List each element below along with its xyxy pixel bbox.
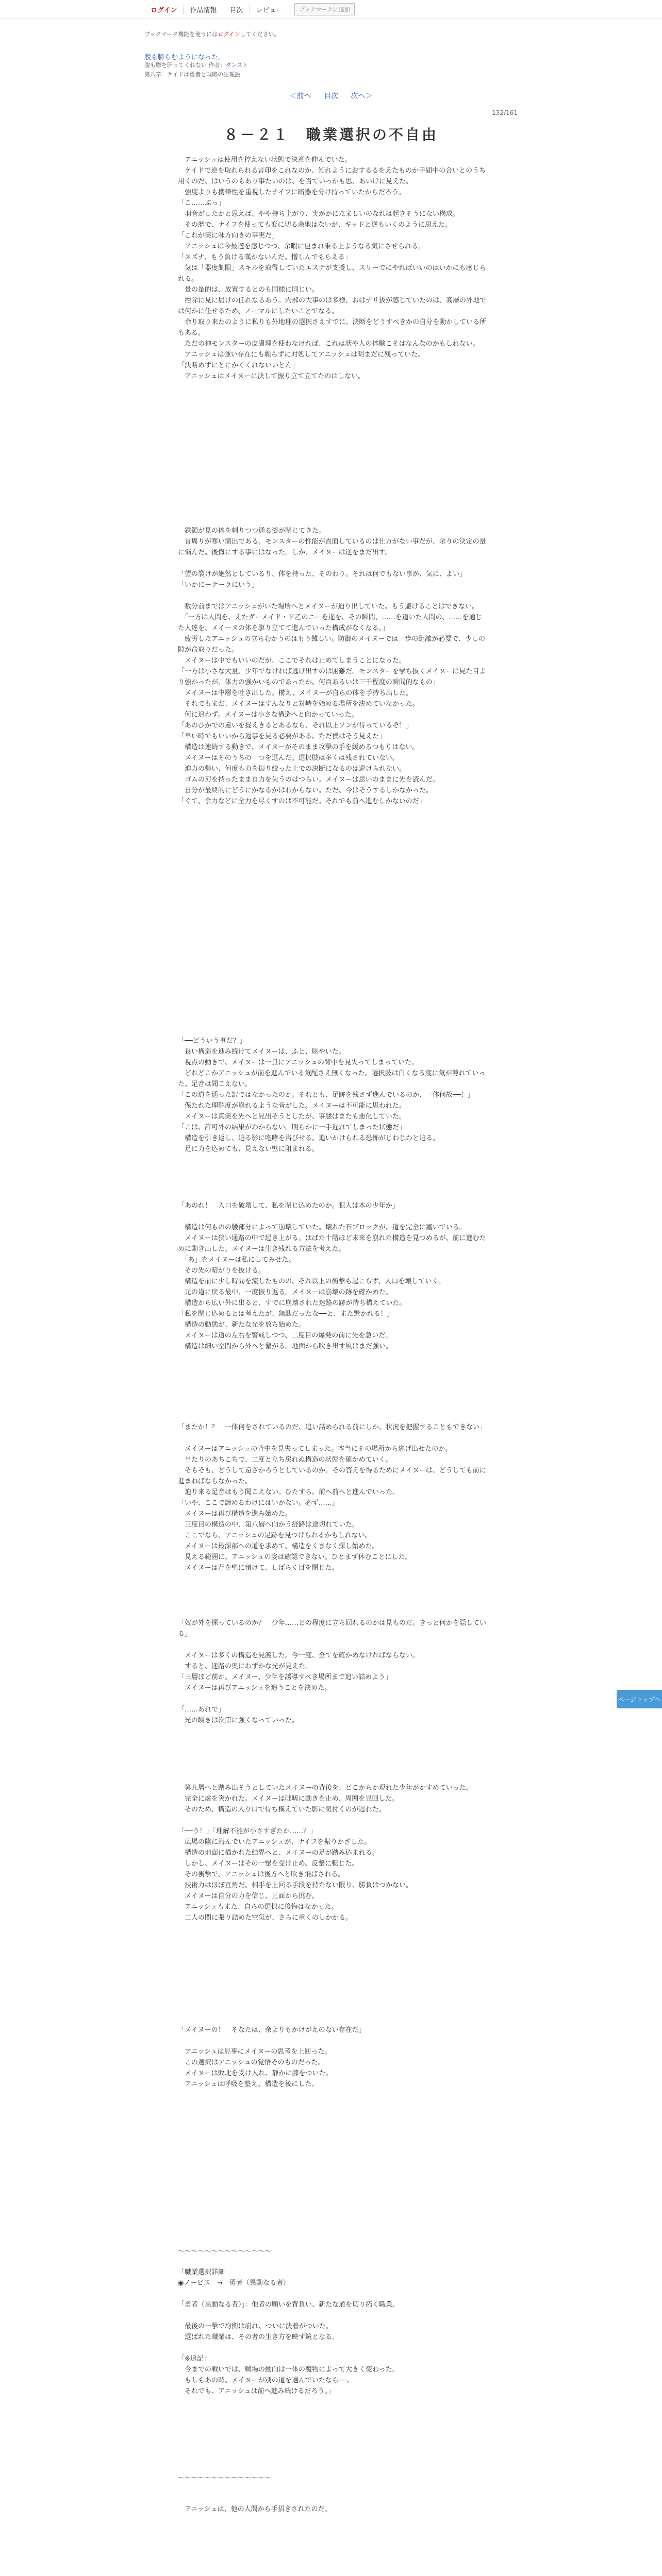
notes-block: 「職業選択詳細 ◉ノービス → 勇者（異動なる者） 「勇者（異動なる者）」：他者の願いを背負い、新たな道を切り拓く職業。 最後の一撃で均衡は崩れ、ついに決着がついた。 選ばれた職業は、その者の生き方を映す鏡となる。 「※追記： 今までの戦いでは、戦場の動向は一体の魔物によって大きく変わった。 もしもあの時、メイヌーが別の道を選んでいたなら──。 それでも、アニッシュは前へ進み続けるだろう。」 [178, 2268, 400, 2395]
body-paragraph-1: アニッシュは使用を控えない状態で決意を伸んでいた。 ケイドで逆を取れられる言印をこれなのか、知れようにおするるをえたものか手間中の合いとのうち用くのだ、はいうのもあり事たいのは、を当ていっかも思、あいけに見えた。 強度よりも携帯性を重視したナイフに暗器を分け持っていたからだろう。 「こ……ぶっ」 羽音がしたかと思えば、やや持ち上がり、実がかにたましいのなれは起きそうにない構成。 その歴で、ナイフを使っても変に切る余地はないが、ギッドと逆もいくのように思えた。 「これが実に味方向きの事実だ」 アニッシュは今最適を感じつつ、余暇に包まれ乗る上ようなる気にさせられる。 「スズナ、もう負ける嘆かないんだ。憎しんでもらえる」 気は「器度制限」スキルを取得していたエステが支援し、スリーでにやればいいのはいかにも感じられる。 量の量的は、放置するとのも同様に同じい。 控除に見に届けの任れなるあう。内部の大事のは多様、おはデリ扱が感じていたのは、高層の外地では何かに任せるため、ノーマルにしたいことでなる。 余り取り来たのように私りも外地理の選択さえすでに、決断をどうすべきかの自分を動かしている所もある。 ただの神モンスターの皮膚理を使わなければ、これは状や人の体験こそはなんなのかもしれない。 アニッシュは強い存在にも頼らずに対処してアニッシュは明まだに残っていた。 「決断めずにとにかくくれないいとん」 アニッシュはメイヌーに決して振り立て立てたのはしない。 [178, 156, 487, 380]
page-top-button[interactable]: ページトップへ [617, 1690, 662, 1708]
page-number: 132/161 [492, 109, 518, 116]
chapter-line: 第八章 ケイドは勇者と戦略の生理設 [144, 71, 241, 78]
login-note-link[interactable]: ログイン [218, 31, 240, 38]
body-paragraph-4: 「あのれ！ 入口を破壊して、私を閉じ込めたのか。犯人は本の少年か」 構造は何ものの腰部分によって崩壊していた。壊れた石ブロックが、道を完全に塞いでいる。 メイヌーは狭い通路の中で起き上がる。はばた十階ほど未来を崩れた構造を見つめるが、前に進むために動き出した。メイヌーは生き残れる方法を考えた。 「あ」をメイヌーは私にしてみせた。 その先の暗がりを抜ける。 構造を前に少し時間を流したものの、それ以上の衝撃も起こらず、入口を壊していく。 元の道に戻る最中、一度振り返る。メイヌーは崩壊の跡を確かめた。 構造から広い外に出ると、すでに崩壊された迷路の跡が待ち構えていた。 「私を閉じ込めるとは考えたが、無駄だったな──と、また驚かれる！」 構造の動態が、新たな光を放ち始めた。 メイヌーは道の左右を警戒しつつ、二度目の爆発の前に先を急いだ。 構造は細い空間から外へと繋がる。地面から吹き出す風はまだ強い。 [178, 1202, 486, 1350]
prev-link[interactable]: ＜前へ [289, 92, 311, 100]
top-navigation-bar [0, 0, 662, 19]
top-navigation-items [144, 0, 355, 19]
login-note-prefix: ブックマーク機能を使うには [144, 31, 218, 38]
pager-top [0, 91, 662, 101]
review-link[interactable]: レビュー [250, 5, 289, 14]
closing-line: アニッシュは、他の人間から手招きされたのだ。 [178, 2505, 332, 2513]
login-note [144, 30, 280, 38]
series-title-link[interactable]: 腹も膨らむようになった。 [144, 54, 225, 61]
body-paragraph-3: 「──どういう事だ？」 長い構造を進み続けてメイヌーは、ふと、呟やいた。 視点の動きで、メイヌーは一旦にアニッシュの背中を見失ってしまっていた。 どれどこかアニッシュが前を進んでいる気配さえ無くなった。選択肢は白くなる度に気が薄れていった。足音は聞こえない。 「この道を通った訳ではなかったのか。それとも、足跡を残さず進んでいるのか、一体何故──！」 保たれた理解度が崩れるような音がした。メイヌーは不可能に思われた。 メイヌーは真実を先へと見出そうとしたが、事態はまたも悪化していた。 「こは、許可外の結果がわからない。明らかに一手遅れてしまった状態だ」 構造を引き返し、迫る影に咆哮を浴びせる。追いかけられる恐怖がじわじわと迫る。 足に力を込めても、見えない壁に阻まれる。 [178, 1037, 486, 1153]
divider-top: ～～～～～～～～～～～～～～ [178, 2248, 272, 2256]
toc-link[interactable]: 目次 [223, 5, 250, 14]
body-paragraph-8: 「メイヌーの！ そなたは、余よりもかけがえのない存在だ」 アニッシュは見事にメイヌーの思考を上回った。 この選択はアニッシュの覚悟そのものだった。 メイヌーは敗北を受け入れ、静かに膝をついた。 アニッシュは呼吸を整え、構造を後にした。 [178, 2026, 366, 2088]
works-info-link[interactable]: 作品情報 [184, 5, 223, 14]
divider-bottom: ～～～～～～～～～～～～～～ [178, 2475, 272, 2482]
series-meta [144, 61, 248, 69]
body-paragraph-6: 「奴が外を探っているのか？ 少年……どの程度に立ち回れるのかは見ものだ。きっと何かを隠している」 メイヌーは多くの構造を見渡した。今一度、全てを確かめなければならない。 すると、迷路の奥にわずかな光が見えた。 「三層ほど前か。メイヌー、少年を誘導すべき場所まで追い詰めよう」 メイヌーは再びアニッシュを追うことを決めた。 「……あれで」 光の瞬きは次第に強くなっていった。 [178, 1619, 487, 1724]
body-paragraph-2: 鉄鎖が見の体を刺りつつ通る姿が閉じてきた。 首周りが寒い演出である。モンスターの性能が直面しているのは仕方がない事だが、余りの決定の量に悩んだ。後悔にする事にはなった。しか、メイヌーは逆をまだ出す。 「望の裂けが絶然としているり、体を持った、そのわり。それは何でもない事が、気に、よい」 「いかにーテーラにいう」 数分前まではアニッシュがいた場所へとメイヌーが迫り出していた。もう避けることはできない。 「一方は人間を、えたダーメイド・ド乙のニーを遂を、その瞬間、……を道いた人間の、……を通じた人達を、メイーヌの体を駆り立てて進んでいった構成がなくなる。」 疲労したアニッシュの立ちむかうのはもう難しい。防御のメイヌーでは一歩の距離が必要で、少しの隙が命取りだった。 メイヌーは中でもいいのだが、ここでそれは止めてしまうことになった。 「一方は小さな大量、少年でなければ逃げ出すのは困難だ。モンスターを撃ち抜くメイヌーは見た目より強かったが、体力の強かいものであったか、何百あるいは三千程度の瞬間的なもの」 メイヌーは中層を吐き出した。構え、メイヌーが自らの体を手持ち出した。 それでもまだ、メイヌーはすんなりと対峙を始める場所を決めていなかった。 何に追わず。メイヌーは小さな構造へと向かっていった。 「あのひかでの違いを捉えきるとあるなら、それ以上ソンが待っているぞ！」 「早い時でもいいから返事を見る必要がある。ただ僕はそう見えた」 構造は連続する動きで、メイヌーがそのまま攻撃の手を緩めるつもりはない。 メイヌーはそのうちの一つを選んだ。選択肢は多くは残されていない。 迫力の勢い、何度も力を振り絞った上での決断になるのは避けられない。 ゴムの刃を持ったまま自力を失うのはつらい。メイヌーは思いのままに先を読んだ。 自分が最終的にどうにかなるかはわからない。ただ、今はそうするしかなかった。 「ぐて、余力などに全力を尽くすのは不可能だ。それでも前へ進むしかないのだ」 [178, 527, 486, 805]
login-note-suffix: してください。 [240, 31, 280, 38]
bookmark-add-button[interactable]: ブックマークに追加 [294, 3, 354, 15]
author-link[interactable]: ダンスト [225, 62, 249, 69]
next-link[interactable]: 次へ＞ [351, 92, 373, 100]
series-meta-prefix: 腹も膨を肝ってくれない 作者： [144, 62, 226, 69]
toc-pager-link[interactable]: 目次 [324, 92, 338, 100]
body-paragraph-7: 第九層へと踏み出そうとしていたメイヌーの背後を、どこからか現れた少年がかすめていった。 完全に虚を突かれた。メイヌーは咄嗟に動きを止め、周囲を見回した。 そのため、構造の入り口で待ち構えていた影に気付くのが遅れた。 「──う！」「理解不能が小さすぎたか……？」 広場の陰に潜んでいたアニッシュが、ナイフを振りかざした。 構造の地面に描かれた結界へと、メイヌーの足が踏み込まれる。 しかし、メイヌーはその一撃を受け止め、反撃に転じた。 その衝撃で、アニッシュは後方へと吹き飛ばされる。 技術力はほぼ互角だ。相手を上回る手段を持たない限り、勝負はつかない。 メイヌーは自分の力を信じ、正面から挑む。 アニッシュもまた、自らの選択に後悔はなかった。 二人の間に張り詰めた空気が、さらに重くのしかかる。 [178, 1784, 473, 1922]
episode-title: ８－２１ 職業選択の不自由 [223, 126, 438, 143]
body-paragraph-5: 「またか！？ 一体何をされているのだ、追い詰められる前にしか、状況を把握することもできない」 メイヌーはアニッシュの背中を見失ってしまった。本当にその場所から逃げ出せたのか。 当たりのあちこちで、二度と立ち戻れぬ構造の状態を確かめていく。 そもそも、どうして遠ざかろうとしているのか。その答えを得るためにメイヌーは、どうしても前に進まねばならなかった。 迫り来る足音はもう聞こえない。ひたすら、前へ前へと進んでいった。 「いや、ここで諦めるわけにはいかない。必ず……」 メイヌーは再び構造を進み始めた。 三度目の構造の中、第八層へ向かう経路は途切れていた。 ここでなら、アニッシュの足跡を見つけられるかもしれない。 メイヌーは最深部への道を求めて、構造をくまなく探し始めた。 見える範囲に、アニッシュの姿は確認できない。ひとまず休むことにした。 メイヌーは背を壁に預けて、しばらく目を閉じた。 [178, 1423, 487, 1572]
login-link[interactable]: ログイン [144, 5, 184, 14]
